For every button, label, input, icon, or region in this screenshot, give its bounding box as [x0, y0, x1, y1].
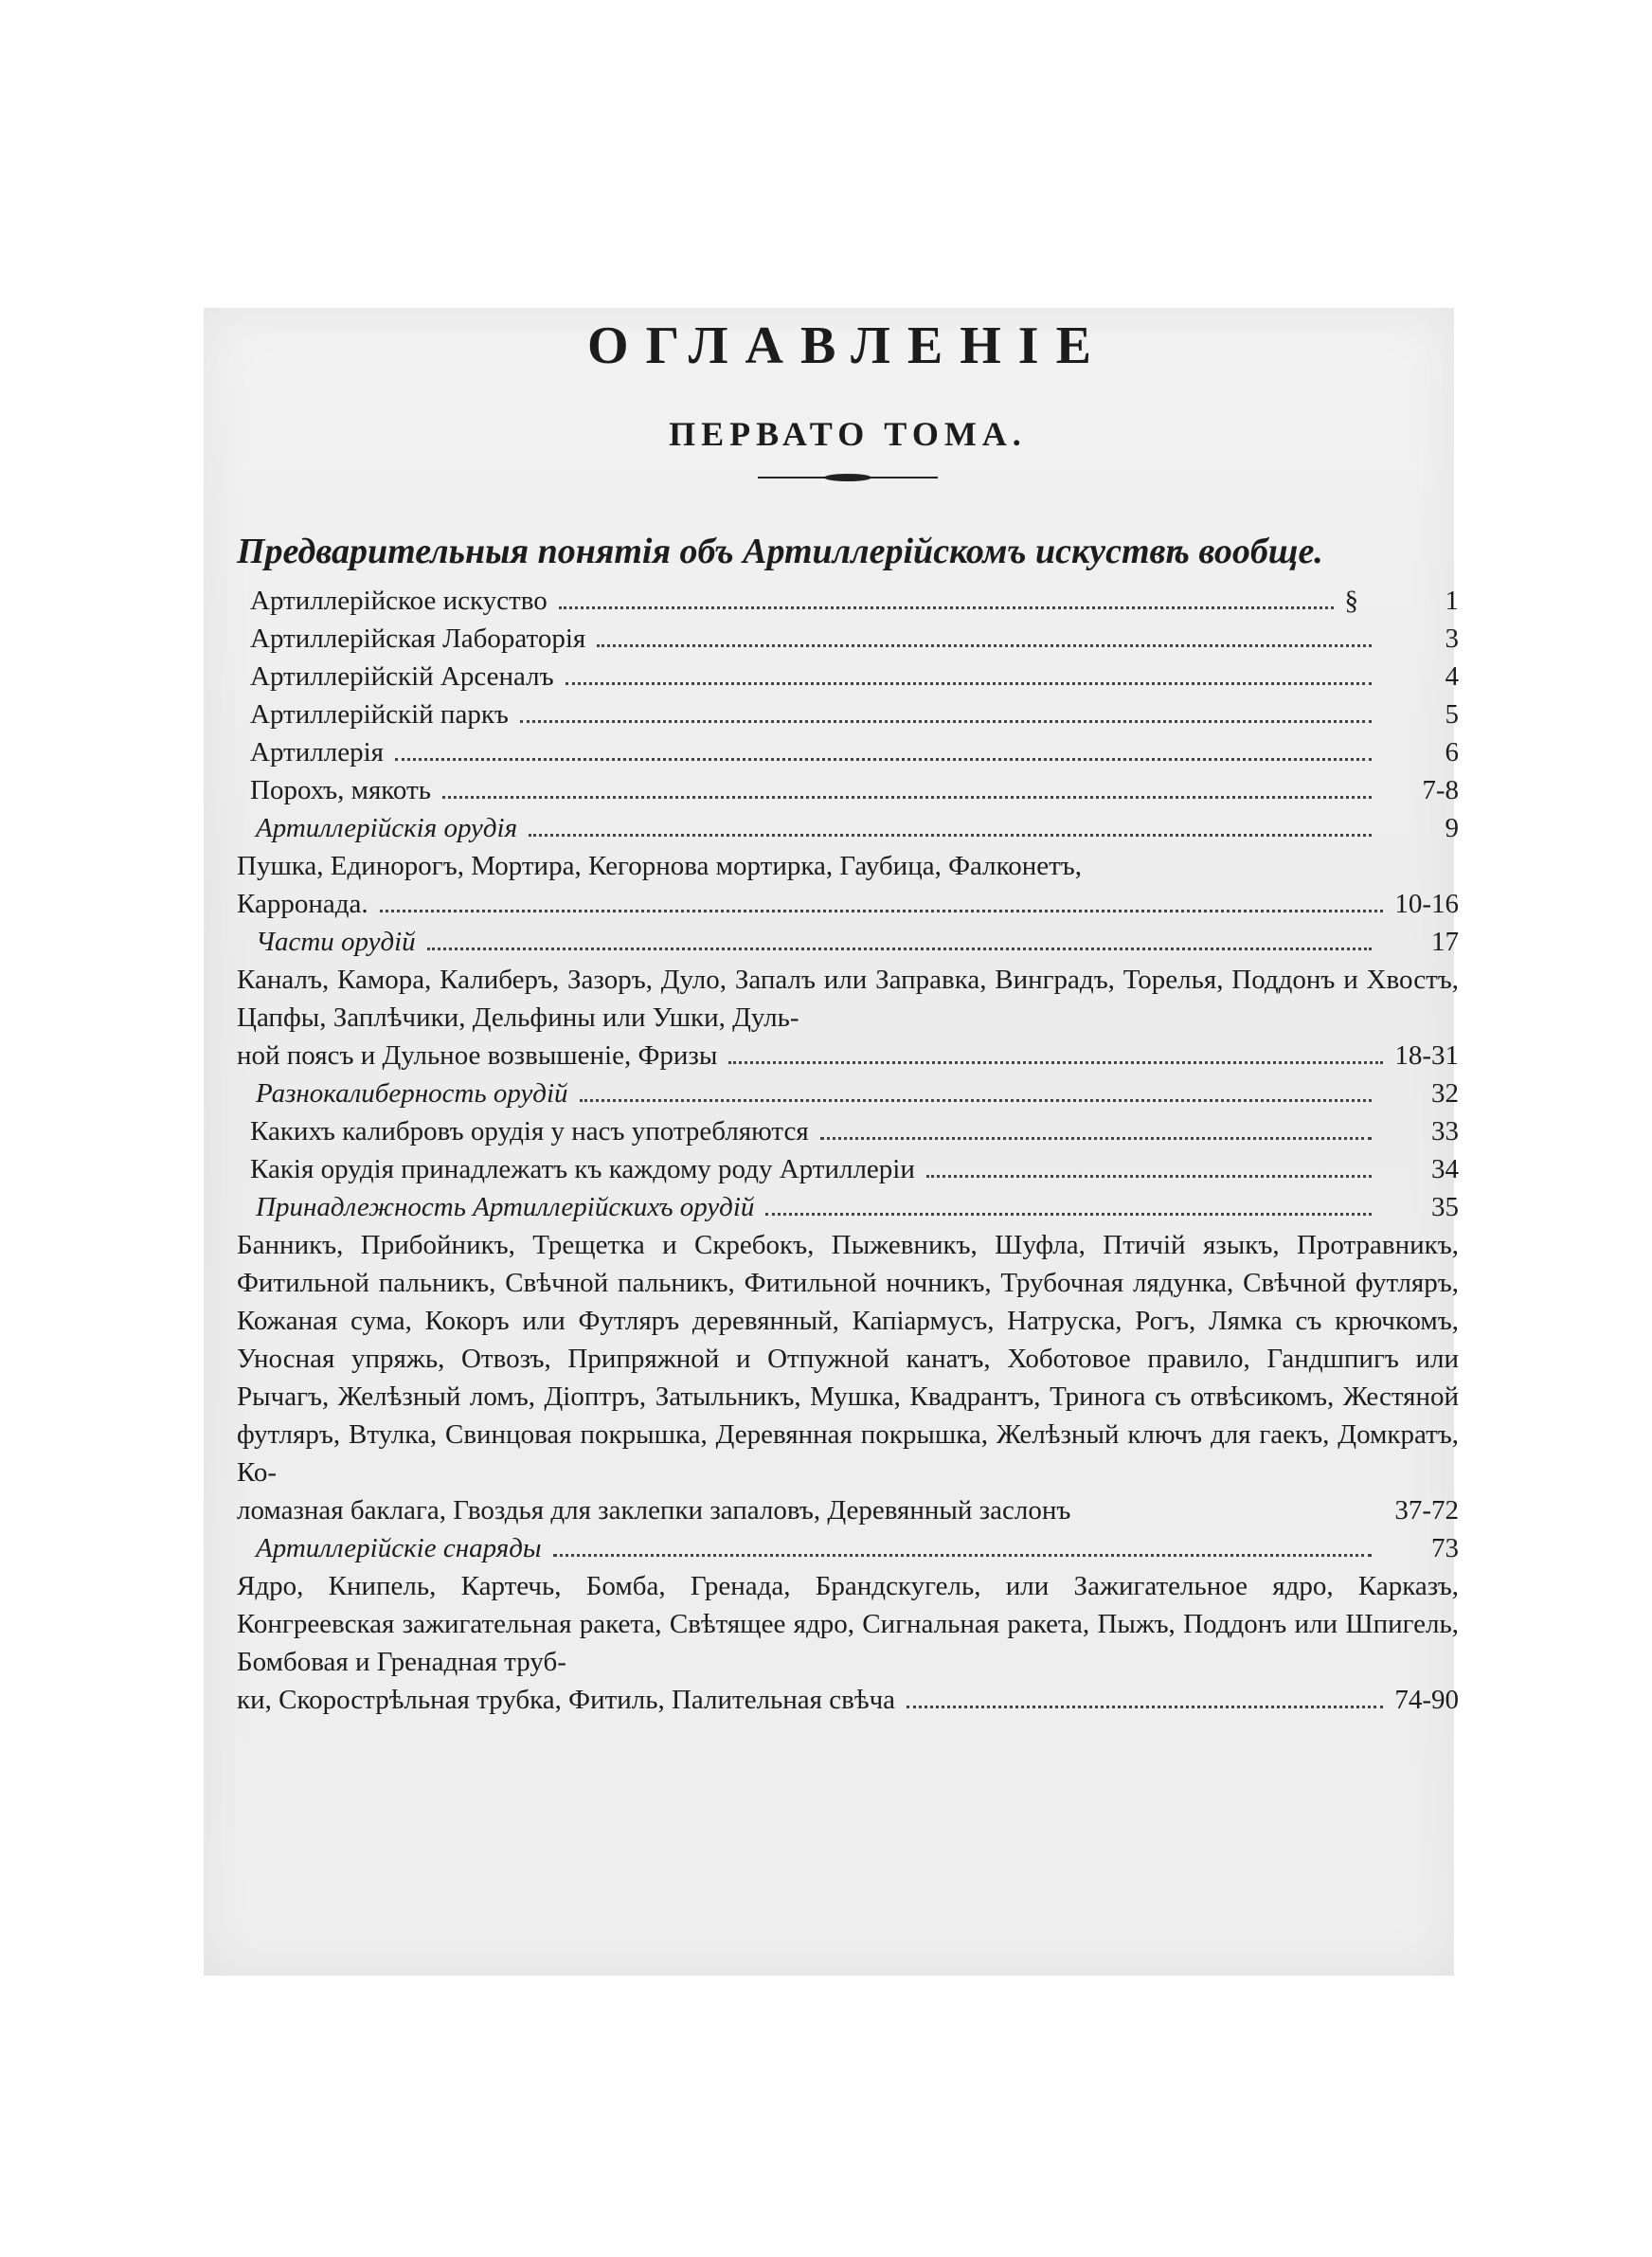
toc-page: 1: [1445, 586, 1459, 616]
toc-row: [237, 923, 1459, 961]
toc-label: Какихъ калибровъ орудія у насъ употребляются: [250, 1116, 809, 1147]
toc-row: [237, 1150, 1459, 1188]
dot-leader: [597, 643, 1372, 647]
toc-paragraph: Ядро, Книпель, Картечь, Бомба, Гренада, Брандскугель, или Зажигательное ядро, Карказъ, Конгреевская зажигательная ракета, Свѣтящее ядро, Сигнальная ракета, Пыжъ, Поддонъ или Шпигель, Бомбовая и Гренадная труб-: [237, 1571, 1459, 1677]
toc-label: Артиллерійское искуство: [250, 586, 548, 616]
toc-label: Артиллерійскій паркъ: [250, 699, 509, 730]
toc-label: Артиллерійскій Арсеналъ: [250, 661, 554, 692]
dot-leader: [520, 719, 1372, 723]
section-mark: §: [1344, 586, 1358, 616]
toc-row: [237, 582, 1459, 620]
toc-label: Какія орудія принадлежатъ къ каждому роду Артиллеріи: [250, 1154, 915, 1184]
toc-paragraph: Пушка, Единорогъ, Мортира, Кегорнова мортирка, Гаубица, Фалконетъ,: [237, 851, 1083, 881]
toc-page: 6: [1445, 737, 1459, 767]
toc-page: 32: [1431, 1078, 1459, 1109]
dot-leader: [559, 605, 1334, 609]
toc-row: [237, 1188, 1459, 1226]
toc-row: [237, 771, 1459, 809]
toc-content: [237, 313, 1459, 1719]
toc-page: 35: [1431, 1192, 1459, 1222]
toc-label: Карронада.: [237, 889, 368, 919]
toc-paragraph-last-line: [237, 1037, 1459, 1074]
page-subtitle: ПЕРВАТО ТОМА.: [669, 415, 1027, 453]
dot-leader: [926, 1174, 1372, 1178]
dot-leader: [765, 1212, 1372, 1216]
dot-leader: [442, 795, 1372, 799]
ornament-rule: [758, 474, 938, 481]
toc-row: [237, 809, 1459, 847]
toc-page: 5: [1445, 699, 1459, 730]
toc-row: [237, 1074, 1459, 1112]
dot-leader: [395, 757, 1372, 761]
toc-page: 7-8: [1422, 775, 1459, 805]
toc-page: 37-72: [1394, 1495, 1459, 1526]
toc-label: ки, Скорострѣльная трубка, Фитиль, Палительная свѣча: [237, 1685, 896, 1715]
toc-label: Артиллерійскія орудія: [256, 813, 518, 843]
toc-paragraph-last-line: [237, 1491, 1459, 1529]
dot-leader: [820, 1136, 1372, 1140]
section-heading: Предварительныя понятія объ Артиллерійскомъ искуствѣ вообще.: [237, 532, 1323, 571]
toc-page: 17: [1431, 927, 1459, 957]
toc-label: Артиллерія: [250, 737, 384, 767]
toc-row: [237, 695, 1459, 733]
toc-paragraph: Банникъ, Прибойникъ, Трещетка и Скребокъ, Пыжевникъ, Шуфла, Птичій языкъ, Протравникъ, Фитильной пальникъ, Свѣчной пальникъ, Фитильной ночникъ, Трубочная лядунка, Свѣчной футляръ, Кожаная сума, Кокоръ или Футляръ деревянный, Капіармусъ, Натруска, Рогъ, Лямка съ крючкомъ, Уносная упряжь, Отвозъ, Припряжной и Отпужной канатъ, Хоботовое правило, Гандшпигъ или Рычагъ, Желѣзный ломъ, Діоптръ, Затыльникъ, Мушка, Квадрантъ, Тринога съ отвѣсикомъ, Жестяной футляръ, Втулка, Свинцовая покрышка, Деревянная покрышка, Желѣзный ключъ для гаекъ, Домкратъ, Ко-: [237, 1230, 1459, 1488]
toc-entries: [237, 582, 1459, 1719]
toc-label: Порохъ, мякоть: [250, 775, 431, 805]
toc-paragraph: Каналъ, Камора, Калиберъ, Зазоръ, Дуло, Запалъ или Заправка, Винградъ, Торелья, Поддонъ и Хвостъ, Цапфы, Заплѣчики, Дельфины или Ушки, Дуль-: [237, 965, 1459, 1033]
dot-leader: [529, 833, 1372, 837]
toc-page: 4: [1445, 661, 1459, 692]
toc-row: [237, 1529, 1459, 1567]
toc-label: Разнокалиберность орудій: [256, 1078, 568, 1109]
dot-leader: [380, 909, 1384, 912]
dot-leader: [580, 1098, 1372, 1102]
dot-leader: [553, 1553, 1373, 1557]
dot-leader: [566, 681, 1372, 685]
toc-paragraph-last-line: [237, 885, 1459, 923]
toc-page: 10-16: [1394, 889, 1459, 919]
toc-label: ломазная баклага, Гвоздья для заклепки запаловъ, Деревянный заслонъ: [237, 1495, 1071, 1526]
toc-page: 33: [1431, 1116, 1459, 1147]
toc-label: Артиллерійская Лабораторія: [250, 623, 586, 654]
toc-page: 73: [1431, 1533, 1459, 1563]
dot-leader: [728, 1060, 1383, 1064]
toc-row: [237, 1112, 1459, 1150]
toc-row: [237, 620, 1459, 658]
toc-page: 9: [1445, 813, 1459, 843]
page-title: ОГЛАВЛЕНІЕ: [587, 316, 1108, 375]
dot-leader: [427, 947, 1372, 950]
toc-label: Части орудій: [256, 927, 416, 957]
toc-label: ной поясъ и Дульное возвышеніе, Фризы: [237, 1040, 718, 1071]
toc-row: [237, 733, 1459, 771]
toc-label: Принадлежность Артиллерійскихъ орудій: [256, 1192, 755, 1222]
toc-row: [237, 658, 1459, 695]
toc-page: 74-90: [1394, 1685, 1459, 1715]
toc-page: 3: [1445, 623, 1459, 654]
toc-paragraph-last-line: [237, 1681, 1459, 1719]
toc-page: 18-31: [1394, 1040, 1459, 1071]
dot-leader: [907, 1705, 1383, 1708]
toc-label: Артиллерійскіе снаряды: [256, 1533, 542, 1563]
toc-page: 34: [1431, 1154, 1459, 1184]
